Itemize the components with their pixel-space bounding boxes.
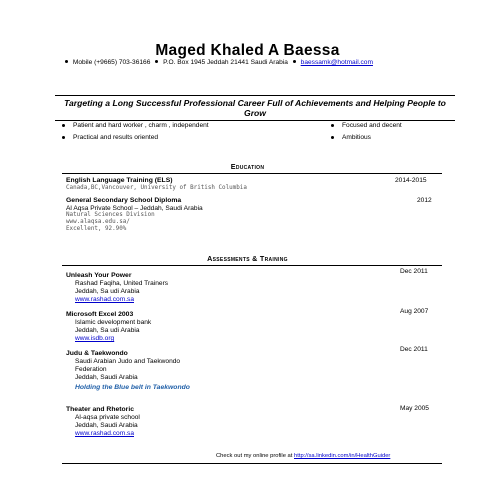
bullet-icon bbox=[331, 136, 334, 139]
training-entry-line: Al-aqsa private school bbox=[75, 414, 140, 421]
footer-rule bbox=[62, 463, 442, 464]
quality-item: Ambitious bbox=[331, 134, 371, 141]
training-entry-line: Islamic development bank bbox=[75, 319, 152, 326]
school-website-link[interactable]: www.alaqsa.edu.sa/ bbox=[66, 219, 130, 225]
training-website-link[interactable]: www.rashad.com.sa bbox=[75, 296, 134, 303]
footer-text: Check out my online profile at bbox=[216, 453, 293, 459]
footer-line bbox=[216, 453, 390, 459]
training-entry-title: Unleash Your Power bbox=[66, 272, 132, 279]
education-entry-line: Al Aqsa Private School – Jeddah, Saudi Arabia bbox=[66, 205, 203, 212]
training-entry-line: Saudi Arabian Judo and Taekwondo bbox=[75, 358, 181, 365]
training-entry-title: Microsoft Excel 2003 bbox=[66, 311, 134, 318]
bullet-icon bbox=[331, 124, 334, 127]
bullet-icon bbox=[65, 60, 68, 63]
training-entry-line: Jeddah, Sa udi Arabia bbox=[75, 288, 140, 295]
education-rule bbox=[62, 173, 442, 174]
contact-line bbox=[62, 59, 373, 66]
education-heading: Education bbox=[230, 162, 265, 171]
bullet-icon bbox=[155, 60, 158, 63]
quality-item: Practical and results oriented bbox=[62, 134, 158, 141]
resume-name: Maged Khaled A Baessa bbox=[155, 42, 340, 59]
education-entry-line: Excellent, 92.90% bbox=[66, 226, 127, 232]
objective-top-rule bbox=[55, 95, 455, 96]
education-entry-date: 2012 bbox=[417, 197, 432, 204]
quality-item: Patient and hard worker , charm , independent bbox=[62, 122, 209, 129]
training-entry-line: Rashad Faqiha, United Trainers bbox=[75, 280, 169, 287]
bullet-icon bbox=[62, 124, 65, 127]
training-entry-line: Jeddah, Saudi Arabia bbox=[75, 422, 138, 429]
education-entry-title: General Secondary School Diploma bbox=[66, 197, 182, 204]
training-entry-date: Dec 2011 bbox=[400, 346, 428, 353]
training-entry-date: May 2005 bbox=[400, 405, 429, 412]
training-entry-title: Judu & Taekwondo bbox=[66, 350, 128, 357]
education-entry-line: Natural Sciences Division bbox=[66, 212, 155, 218]
training-entry-date: Dec 2011 bbox=[400, 268, 428, 275]
training-entry-line: Jeddah, Saudi Arabia bbox=[75, 374, 138, 381]
training-rule bbox=[62, 265, 442, 266]
linkedin-profile-link[interactable]: http://sa.linkedin.com/in/HealthGuider bbox=[294, 453, 391, 459]
mobile-number: Mobile (+9665) 703-36166 bbox=[72, 59, 151, 66]
training-website-link[interactable]: www.isdb.org bbox=[75, 335, 115, 342]
quality-item: Focused and decent bbox=[331, 122, 402, 129]
training-entry-line: Federation bbox=[75, 366, 107, 373]
education-entry-line: Canada,BC,Vancouver, University of British Columbia bbox=[66, 185, 247, 191]
education-entry-title: English Language Training (ELS) bbox=[66, 177, 173, 184]
training-heading: Assessments & Training bbox=[207, 254, 288, 263]
education-entry-date: 2014-2015 bbox=[395, 177, 427, 184]
bullet-icon bbox=[62, 136, 65, 139]
training-entry-note: Holding the Blue belt in Taekwondo bbox=[75, 384, 190, 391]
training-entry-date: Aug 2007 bbox=[400, 308, 429, 315]
bullet-icon bbox=[293, 60, 296, 63]
training-website-link[interactable]: www.rashad.com.sa bbox=[75, 430, 134, 437]
email-link[interactable]: baessamk@hotmail.com bbox=[300, 59, 373, 66]
training-entry-line: Jeddah, Sa udi Arabia bbox=[75, 327, 140, 334]
objective-text: Targeting a Long Successful Professional Career Full of Achievements and Helping People to Grow bbox=[64, 98, 446, 118]
objective-bottom-rule bbox=[55, 120, 455, 121]
postal-address: P.O. Box 1945 Jeddah 21441 Saudi Arabia bbox=[163, 59, 288, 66]
training-entry-title: Theater and Rhetoric bbox=[66, 406, 134, 413]
